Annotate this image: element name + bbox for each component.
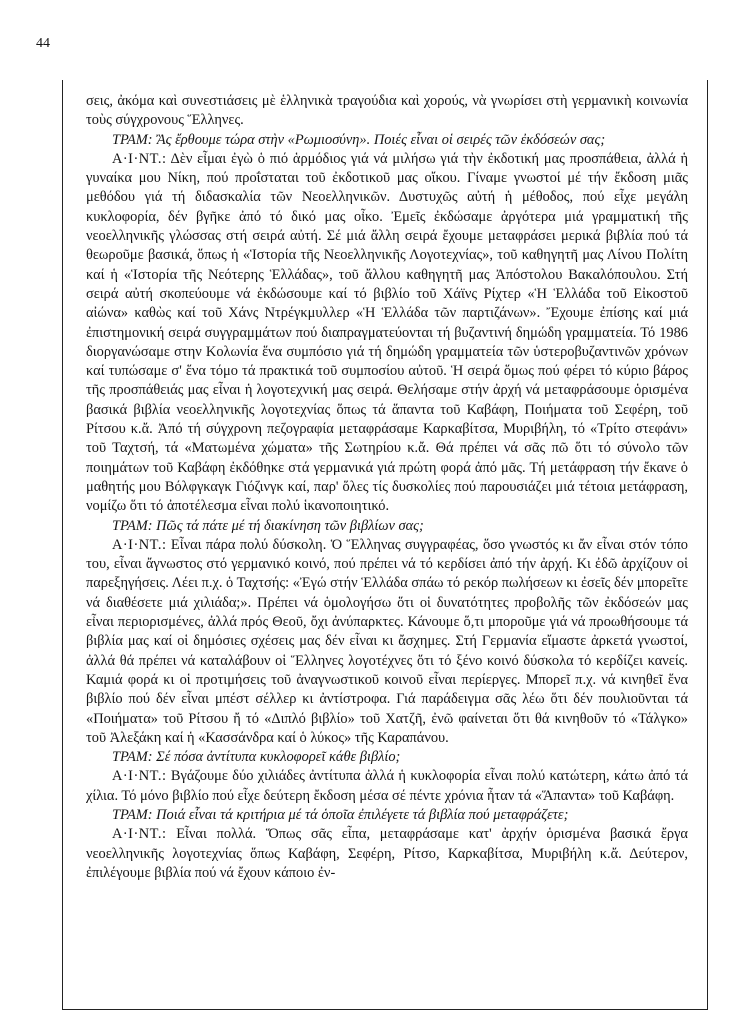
answer-text: Βγάζουμε δύο χιλιάδες ἀντίτυπα ἀλλά ἡ κυκλοφορία εἶναι πολύ κατώτερη, κάτω ἀπό τά χίλια. Τό μόνο βιβλίο πού εἶχε δεύτερη ἔκδοση μέσα σέ πέντε χρόνια ἦταν τά «Ἅπαντα» τοῦ Καβάφη. [86, 768, 688, 804]
speaker-label: Α·Ι·ΝΤ.: [112, 768, 167, 785]
question-paragraph [86, 131, 688, 150]
answer-text: Εἶναι πολλά. Ὅπως σᾶς εἶπα, μεταφράσαμε κατ' ἀρχήν ὁρισμένα βασικά ἔργα νεοελληνικῆς λογοτεχνίας ὅπως Καβάφη, Σεφέρη, Ρίτσο, Καρκαβίτσα, Μυριβήλη κ.ἄ. Δεύτερον, ἐπιλέγουμε βιβλία πού νά ἔχουν κάποιο ἐν- [86, 826, 688, 881]
speaker-label: ΤΡΑΜ: [112, 749, 153, 766]
answer-paragraph [86, 825, 688, 883]
question-text: Ἂς ἔρθουμε τώρα στὴν «Ρωμιοσύνη». Ποιές εἶναι οἱ σειρές τῶν ἐκδόσεών σας; [156, 131, 606, 148]
answer-paragraph [86, 150, 688, 517]
answer-text: Δὲν εἶμαι ἐγὼ ὁ πιό ἁρμόδιος γιά νά μιλήσω γιά τὴν ἐκδοτική μας προσπάθεια, ἀλλά ἡ γυναίκα μου Νίκη, πού προΐσταται τοῦ ἐκδοτικοῦ μας οἴκου. Γίναμε γνωστοί μέ τήν ἔκδοση μιᾶς μεθόδου γιά τή διδασκαλία τῶν Νεοελληνικῶν. Δυστυχῶς αὐτή ἡ μέθοδος, πού εἶχε μεγάλη κυκλοφορία, δέν βγῆκε ἀπό τό δικό μας οἶκο. Ἐμεῖς ἐκδώσαμε ἀργότερα μιά γραμματική τῆς νεοελληνικῆς γλώσσας στή σειρά αὐτή. Σέ μιά ἄλλη σειρά ἔχουμε μεταφράσει μερικά βιβλία πού τά θεωροῦμε βασικά, ὅπως ἡ «Ἱστορία τῆς Νεοελληνικῆς Λογοτεχνίας», τοῦ καθηγητῆ μας Λίνου Πολίτη καί ἡ «Ἱστορία τῆς Νεότερης Ἑλλάδας», τοῦ ἄλλου καθηγητῆ μας Ἀπόστολου Βακαλόπουλου. Στή σειρά αὐτή σκοπεύουμε νά ἐκδώσουμε καί τό βιβλίο τοῦ Χάϊνς Ρίχτερ «Ἡ Ἑλλάδα τοῦ Εἰκοστοῦ αἰώνα» καθὼς καί τοῦ Χάνς Ντρέγκμυλλερ «Ἡ Ἑλλάδα τῶν παρτιζάνων». Ἔχουμε ἐπίσης καί μιά ἐπιστημονική σειρά συγγραμμάτων πού διαπραγματεύονται τή βυζαντινή δημώδη γραμματεία. Τό 1986 διοργανώσαμε στην Κολωνία ἕνα συμπόσιο γιά τή δημώδη γραμματεία τῶν ὑστεροβυζαντινῶν χρόνων καί τυπώσαμε σ' ἕνα τόμο τά πρακτικά τοῦ συμποσίου αὐτοῦ. Ἡ σειρά ὅμως πού φέρει τό κύριο βάρος τῆς προσπάθειάς μας εἶναι ἡ λογοτεχνική μας σειρά. Θελήσαμε στήν ἀρχή νά μεταφράσουμε ὁρισμένα βασικά βιβλία νεοελληνικῆς λογοτεχνίας ὅπως τά ἅπαντα τοῦ Καβάφη, Ποιήματα τοῦ Σεφέρη, τοῦ Ρίτσου κ.ἄ. Ἀπό τή σύγχρονη πεζογραφία μεταφράσαμε Καρκαβίτσα, Μυριβήλη, τό «Τρίτο στεφάνι» τοῦ Ταχτσή, τά «Ματωμένα χώματα» τῆς Σωτηρίου κ.ἄ. Θά πρέπει νά σᾶς πῶ ὅτι τό σύνολο τῶν ποιημάτων τοῦ Καβάφη ἐκδόθηκε στά γερμανικά γιά πρώτη φορά ἀπό μᾶς. Τή μετάφραση τήν ἔκανε ὁ μαθητής μου Βόλφγκαγκ Γιόζινγκ καί, παρ' ὅλες τίς δυσκολίες πού παρουσιάζει μιά τέτοια μετάφραση, νομίζω ὅτι τό ἀποτέλεσμα εἶναι πολύ ἱκανοποιητικό. [86, 150, 688, 515]
speaker-label: ΤΡΑΜ: [112, 131, 153, 148]
question-text: Σέ πόσα ἀντίτυπα κυκλοφορεῖ κάθε βιβλίο; [156, 749, 401, 766]
answer-text: Εἶναι πάρα πολύ δύσκολη. Ὁ Ἕλληνας συγγραφέας, ὅσο γνωστός κι ἄν εἶναι στόν τόπο του, εἶναι ἄγνωστος στό γερμανικό κοινό, πού πρέπει νά τό κερδίσει ἀπό τήν ἀρχή. Κι ἐδῶ ἀρχίζουν οἱ παρεξηγήσεις. Λέει π.χ. ὁ Ταχτσής: «Ἐγώ στήν Ἑλλάδα σπάω τό ρεκόρ πωλήσεων κι ἐσεῖς δέν μπορεῖτε νά διαθέσετε μιά χιλιάδα;». Πρέπει νά ὁμολογήσω ὅτι οἱ δυνατότητες προβολῆς τῶν ἐκδόσεών μας εἶναι περιορισμένες, ἀλλά πρός Θεοῦ, ὄχι ἀνύπαρκτες. Κάνουμε ὅ,τι μποροῦμε γιά νά προωθήσουμε τά βιβλία μας καί οἱ δημόσιες σχέσεις μας δέν εἶναι κι ἄσχημες. Στή Γερμανία εἴμαστε ἀρκετά γνωστοί, ἀλλά θά πρέπει νά καταλάβουν οἱ Ἕλληνες λογοτέχνες ὅτι τό ξένο κοινό δύσκολα τό κερδίζει κανείς. Καμιά φορά κι οἱ προτιμήσεις τοῦ ἀναγνωστικοῦ κοινοῦ εἶναι περίεργες. Μπορεῖ π.χ. νά κινηθεῖ ἕνα βιβλίο πού δέν εἶναι μπέστ σέλλερ κι ἀντίστροφα. Γιά παράδειγμα σᾶς λέω ὅτι δέν πουλιοῦνται τά «Ποιήματα» τοῦ Ρίτσου ἤ τό «Διπλό βιβλίο» τοῦ Χατζῆ, ἐνῶ φαίνεται ὅτι θά κινηθοῦν τό «Τάλγκο» τοῦ Ἀλεξάκη καί ἡ «Κασσάνδρα καί ὁ λύκος» τῆς Καραπάνου. [86, 536, 689, 746]
question-text: Ποιά εἶναι τά κριτήρια μέ τά ὁποῖα ἐπιλέγετε τά βιβλία πού μεταφράζετε; [156, 806, 569, 823]
answer-paragraph [86, 536, 688, 748]
speaker-label: Α·Ι·ΝΤ.: [112, 536, 167, 553]
question-paragraph [86, 806, 688, 825]
speaker-label: Α·Ι·ΝΤ.: [112, 150, 167, 167]
question-text: Πῶς τά πάτε μέ τή διακίνηση τῶν βιβλίων σας; [156, 517, 424, 534]
speaker-label: ΤΡΑΜ: [112, 806, 153, 823]
answer-paragraph [86, 767, 688, 806]
speaker-label: Α·Ι·ΝΤ.: [112, 826, 167, 843]
question-paragraph [86, 517, 688, 536]
speaker-label: ΤΡΑΜ: [112, 517, 153, 534]
paragraph: σεις, ἀκόμα καὶ συνεστιάσεις μὲ ἑλληνικὰ τραγούδια καὶ χορούς, νὰ γνωρίσει στὴ γερμανικὴ κοινωνία τοὺς σύγχρονους Ἕλληνες. [86, 93, 688, 129]
question-paragraph [86, 748, 688, 767]
interview-text [86, 92, 688, 883]
page-number: 44 [36, 36, 50, 51]
